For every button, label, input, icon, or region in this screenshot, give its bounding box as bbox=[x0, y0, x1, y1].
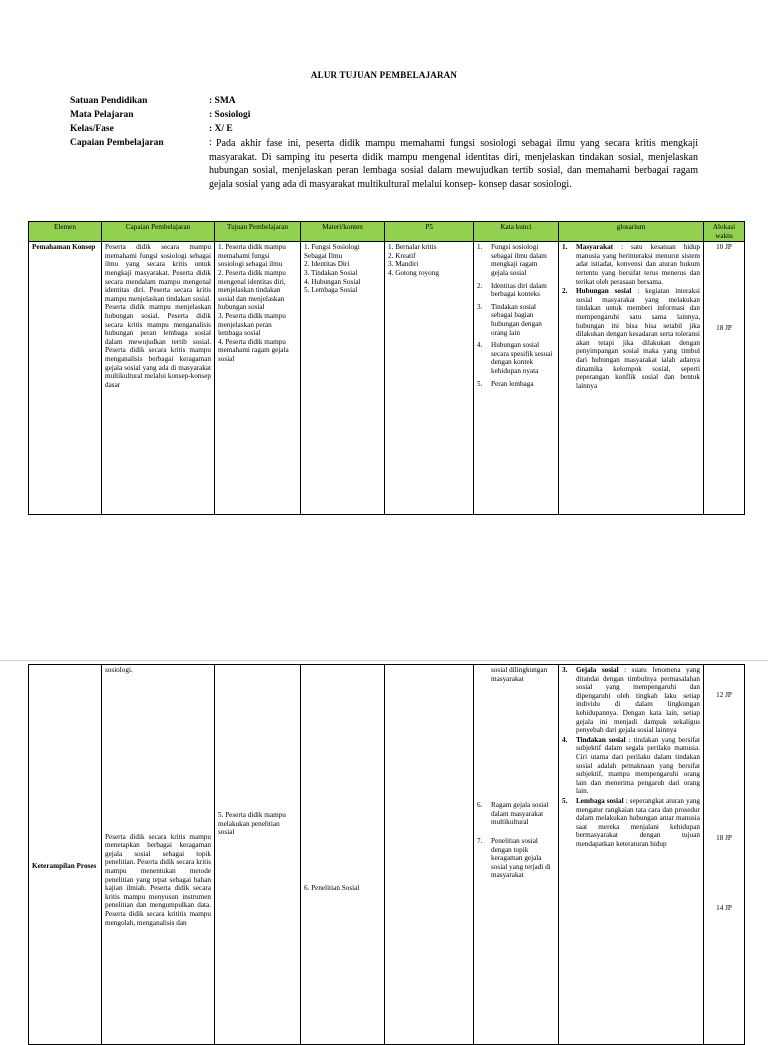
header-glosarium: glosarium bbox=[559, 222, 704, 242]
list-item: 1. Bernalar kritis bbox=[388, 243, 437, 252]
cell-elemen: Pemahaman Konsep bbox=[29, 242, 102, 515]
alokasi-value: 18 JP bbox=[716, 323, 732, 332]
list-item: 5. Peserta didik mampu melakukan penelitian sosial bbox=[218, 811, 286, 837]
cell-elemen bbox=[29, 665, 102, 1045]
list-item: 1. Fungsi Sosiologi Sebagai Ilmu bbox=[304, 243, 360, 260]
header-tujuan: Tujuan Pembelajaran bbox=[215, 222, 301, 242]
cell-kata-kunci bbox=[474, 665, 559, 1045]
meta-label-mapel: Mata Pelajaran bbox=[70, 110, 134, 120]
list-item: 4. Gotong royong bbox=[388, 268, 439, 277]
cell-materi bbox=[301, 242, 385, 515]
cell-tujuan bbox=[215, 665, 301, 1045]
table-row bbox=[29, 665, 745, 1045]
kata-kunci-continuation: sosial dilingkungan masyarakat bbox=[491, 666, 548, 683]
header-alokasi: Alokasi waktu bbox=[704, 222, 745, 242]
alokasi-value: 10 JP bbox=[716, 243, 732, 252]
capaian-continuation: sosiologi. bbox=[105, 666, 133, 674]
list-item: 5. Lembaga Sosial bbox=[304, 286, 358, 295]
elemen-keterampilan: Keterampilan Proses bbox=[32, 862, 97, 870]
meta-value-satuan: : SMA bbox=[209, 96, 236, 106]
alokasi-value: 14 JP bbox=[716, 904, 732, 913]
glossary-item: 2. Hubungan sosial : kegiatan interaksi sosial masyarakat yang melakukan tindakan untuk memberi informasi dan mempengaruhi satu sama lainnya, hubungan ini bisa bisa setabil jika dilakukan dengan kesadaran serta toleransi akan tetapi jika dilakukan dengan penyimpangan sosial maka yang timbul dari hubungan masyarakat ialah adanya dinamika kelompok sosial, seperti peperangan konflik sosial dan bentuk lainnya bbox=[562, 287, 701, 390]
list-item: 2. Identitas diri dalam berbagai konteks bbox=[477, 281, 547, 299]
list-item: 2. Peserta didik mampu mengenal identitas diri, menjelaskan tindakan sosial dan menjelaskan hubungan sosial bbox=[218, 268, 286, 312]
glossary-item: 4. Tindakan sosial : tindakan yang bersifat subjektif dalam segala perilaku manusia. Ciri utama dari perilaku dalam tindakan sosial adalah pemaknaan yang bersifat subjektif, mampu mempengaruhi orang lain dan menerima pengaruh dari orang lain. bbox=[562, 735, 700, 796]
cell-alokasi bbox=[704, 242, 745, 515]
header-capaian: Capaian Pembelajaran bbox=[102, 222, 215, 242]
header-materi: Materi/konten bbox=[301, 222, 385, 242]
list-item: 2. Kreatif bbox=[388, 251, 416, 260]
list-item: 5. Peran lembaga bbox=[477, 379, 534, 388]
list-item: 1. Peserta didik mampu memahami fungsi sosiologi sebagai ilmu bbox=[218, 243, 286, 269]
capaian-keterampilan: Peserta didik secara kritis mampu menetapkan berbagai keragaman gejala sosial sebagai topik penelitian. Peserta didik secara kritis mampu menentukan metode penelitian yang tepat sebagai bahan kajian ilmiah. Peserta didik secara kritis mampu menyusun instrumen penelitian dan mengumpulkan data. Peserta didik secara krititis mampu mengolah, menganalisis dan bbox=[105, 832, 211, 927]
list-item: 6. Penelitian Sosial bbox=[304, 884, 360, 892]
meta-label-capaian: Capaian Pembelajaran bbox=[70, 138, 164, 148]
list-item: 6. Ragam gejala sosial dalam masyarakat multikultural bbox=[477, 801, 549, 827]
list-item: 3. Peserta didik mampu menjelaskan peran lembaga sosial bbox=[218, 311, 286, 338]
list-item: 3. Tindakan sosial sebagai bagian hubungan dengan orang lain bbox=[477, 302, 542, 337]
header-elemen: Elemen bbox=[29, 222, 102, 242]
cell-kata-kunci bbox=[474, 242, 559, 515]
alokasi-value: 12 JP bbox=[716, 691, 732, 699]
capaian-paragraph: Pada akhir fase ini, peserta didik mampu memahami fungsi sosiologi sebagai ilmu yang secara kritis mengkaji masyarakat. Di samping itu peserta didik mampu mengenal identitas diri, menjelaskan tindakan sosial, menjelaskan hubungan sosial, menjelaskan peran lembaga sosial dalam mewujudkan tertib sosial, dan memahami berbagai ragam gejala sosial yang ada di masyarakat multikultural melalui konsep- konsep dasar sosiologi. bbox=[209, 138, 698, 191]
list-item: 4. Hubungan sosial secara spesifik sesuai dengan kontek kehidupan nyata bbox=[477, 341, 553, 375]
meta-value-kelas: : X/ E bbox=[209, 124, 233, 134]
cell-p5 bbox=[385, 665, 474, 1045]
atp-table-page-2 bbox=[28, 664, 745, 1045]
cell-capaian bbox=[102, 665, 215, 1045]
atp-table-page-1 bbox=[28, 221, 745, 515]
meta-value-capaian: : bbox=[209, 137, 212, 148]
glossary-item: 1. Masyarakat : satu kesatuan hidup manusia yang berinteraksi menurut sistem adat istiadat, konvensi dan aturan hukum tertentu yang bersifat terus menerus dan terikat oleh perasaan bersama. bbox=[562, 243, 700, 286]
table-row bbox=[29, 242, 745, 515]
list-item: 7. Penelitian sosial dengan topik keragaman gejala sosial yang terjadi di masyarakat bbox=[477, 836, 551, 880]
alokasi-value: 18 JP bbox=[716, 833, 732, 842]
cell-p5 bbox=[385, 242, 474, 515]
cell-capaian: Peserta didik secara mampu memahami fungsi sosiologi sebagai ilmu yang secara kritis untuk mengkaji masyarakat. Peserta didik secara mendalam mampu mengenal identitas diri. Peserta secara kritis mampu menjelaskan tindakan sosial. Peserta didik mampu menjelaskan hubungan sosial. Peserta didik secara kritis mampu menganalisis hubungan peran lembaga sosial dalam mewujudkan tertib sosial. Peserta didik secara kritis mampu menganalisis berbagai keragaman gejala sosial yang ada di masyarakat multikultural melalui konsep-konsep dasar bbox=[102, 242, 215, 515]
document-page-2 bbox=[0, 660, 768, 1025]
glossary-item: 5. Lembaga sosial : seperangkat aturan yang mengatur rangkaian tata cara dan prosedur dalam melakukan hubungan antar manusia saat mereka menjalani kehidupan bermasyarakat dengan tujuan mendapatkan keteraturan hidup bbox=[562, 796, 701, 848]
header-kata-kunci: Kata kunci bbox=[474, 222, 559, 242]
cell-glosarium bbox=[559, 665, 704, 1045]
cell-materi bbox=[301, 665, 385, 1045]
cell-glosarium bbox=[559, 242, 704, 515]
list-item: 1. Fungsi sosiologi sebagai ilmu dalam mengkaji ragam gejala sosial bbox=[477, 243, 547, 277]
list-item: 4. Peserta didik mampu memahami ragam gejala sosial bbox=[218, 337, 289, 363]
cell-alokasi bbox=[704, 665, 745, 1045]
list-item: 4. Hubungan Sosial bbox=[304, 277, 361, 286]
glossary-item: 3. Gejala sosial : suatu fenomena yang ditandai dengan timbulnya permasalahan sosial yang mempengaruhi dan dipengaruhi oleh tingkah laku setiap individu di dalam lingkungan kehidupannya. Dengan kata lain, setiap gejala ini menjadi dampak sekaligus penyebab dari gejala sosial lainnya bbox=[562, 666, 700, 735]
meta-value-mapel: : Sosiologi bbox=[209, 110, 251, 120]
list-item: 3. Tindakan Sosial bbox=[304, 268, 358, 277]
cell-tujuan bbox=[215, 242, 301, 515]
document-title: ALUR TUJUAN PEMBELAJARAN bbox=[310, 70, 458, 80]
meta-label-satuan: Satuan Pendidikan bbox=[70, 96, 148, 106]
header-p5: P5 bbox=[385, 222, 474, 242]
meta-label-kelas: Kelas/Fase bbox=[70, 124, 114, 134]
list-item: 3. Mandiri bbox=[388, 260, 419, 269]
list-item: 2. Identitas Diri bbox=[304, 260, 350, 269]
